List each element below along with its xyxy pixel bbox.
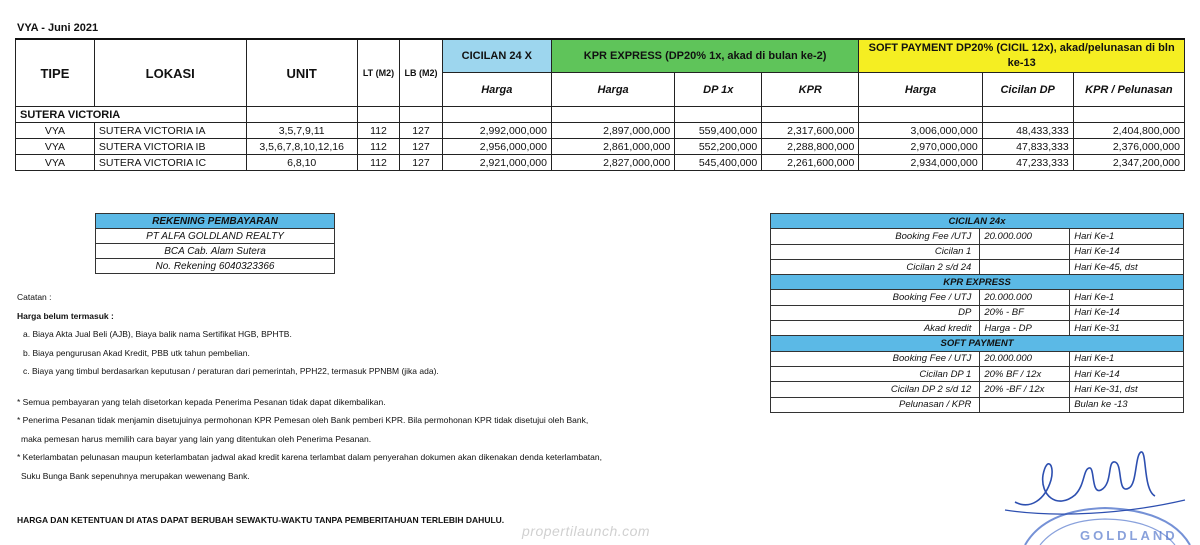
schedule-label: Cicilan DP 2 s/d 12	[771, 382, 980, 397]
schedule-row	[771, 290, 1184, 305]
cell-lt: 112	[357, 139, 399, 155]
schedule-value: 20.000.000	[980, 290, 1070, 305]
notes-extra: * Semua pembayaran yang telah disetorkan kepada Penerima Pesanan tidak dapat dikembalikan.	[17, 396, 386, 407]
cell-tipe: VYA	[16, 139, 95, 155]
cell-tipe: VYA	[16, 155, 95, 171]
notes-item: a. Biaya Akta Jual Beli (AJB), Biaya balik nama Sertifikat HGB, BPHTB.	[23, 329, 292, 339]
header-lt: LT (M2)	[357, 39, 399, 107]
schedule-value: 20.000.000	[980, 351, 1070, 366]
cell-kpr-dp: 552,200,000	[675, 139, 762, 155]
schedule-day: Hari Ke-1	[1070, 290, 1184, 305]
schedule-value: 20.000.000	[980, 229, 1070, 244]
notes-harga-title: Harga belum termasuk :	[17, 310, 114, 321]
header-lb: LB (M2)	[400, 39, 442, 107]
subheader-harga-soft: Harga	[859, 73, 982, 107]
cell-cicilan-harga: 2,956,000,000	[442, 139, 551, 155]
schedule-day: Hari Ke-14	[1070, 366, 1184, 381]
header-tipe: TIPE	[16, 39, 95, 107]
schedule-row	[771, 366, 1184, 381]
signature-underline	[1005, 500, 1185, 514]
signature-stroke	[1015, 452, 1155, 505]
cell-kpr-kpr: 2,288,800,000	[762, 139, 859, 155]
price-table	[15, 38, 1185, 171]
notes-extra: maka pemesan harus memilih cara bayar yang lain yang ditentukan oleh Penerima Pesanan.	[21, 433, 372, 444]
schedule-day: Hari Ke-14	[1070, 305, 1184, 320]
cell-lokasi: SUTERA VICTORIA IB	[94, 139, 246, 155]
schedule-value: 20% -BF / 12x	[980, 382, 1070, 397]
subheader-kpr: KPR	[762, 73, 859, 107]
schedule-label: Cicilan 1	[771, 244, 980, 259]
header-kpr-express: KPR EXPRESS (DP20% 1x, akad di bulan ke-2)	[551, 39, 858, 73]
notes-catatan: Catatan :	[17, 292, 52, 302]
header-lokasi: LOKASI	[94, 39, 246, 107]
subheader-dp1x: DP 1x	[675, 73, 762, 107]
section-label: SUTERA VICTORIA	[16, 107, 247, 123]
cell-kpr-kpr: 2,317,600,000	[762, 123, 859, 139]
schedule-label: Booking Fee / UTJ	[771, 351, 980, 366]
cell-kpr-harga: 2,897,000,000	[551, 123, 674, 139]
cell-lt: 112	[357, 155, 399, 171]
schedule-soft-title: SOFT PAYMENT	[771, 336, 1184, 351]
notes-item: c. Biaya yang timbul berdasarkan keputusan / peraturan dari pemerintah, PPH22, termasuk PPNBM (jika ada).	[23, 366, 439, 376]
cell-kpr-harga: 2,827,000,000	[551, 155, 674, 171]
schedule-row	[771, 321, 1184, 336]
cell-soft-kpr: 2,376,000,000	[1073, 139, 1184, 155]
schedule-row	[771, 397, 1184, 412]
subheader-kpr-pelunasan: KPR / Pelunasan	[1073, 73, 1184, 107]
cell-kpr-dp: 559,400,000	[675, 123, 762, 139]
document-title: VYA - Juni 2021	[17, 22, 99, 34]
cell-unit: 3,5,6,7,8,10,12,16	[246, 139, 357, 155]
schedule-cicilan-title: CICILAN 24x	[771, 214, 1184, 229]
schedule-label: Pelunasan / KPR	[771, 397, 980, 412]
cell-lb: 127	[400, 123, 442, 139]
table-row	[16, 123, 1185, 139]
subheader-harga-cicilan: Harga	[442, 73, 551, 107]
schedule-day: Hari Ke-14	[1070, 244, 1184, 259]
cell-kpr-dp: 545,400,000	[675, 155, 762, 171]
schedule-day: Hari Ke-31	[1070, 321, 1184, 336]
stamp-text: GOLDLAND	[1080, 528, 1178, 543]
notes-extra: * Keterlambatan pelunasan maupun keterlambatan jadwal akad kredit karena terlambat dalam penyerahan dokumen akan dikenakan denda keterlambatan,	[17, 452, 602, 462]
schedule-value: 20% BF / 12x	[980, 366, 1070, 381]
schedule-kpr-title: KPR EXPRESS	[771, 275, 1184, 290]
watermark: propertilaunch.com	[522, 523, 651, 539]
schedule-row	[771, 382, 1184, 397]
schedule-day: Hari Ke-1	[1070, 229, 1184, 244]
cell-kpr-harga: 2,861,000,000	[551, 139, 674, 155]
payment-schedule	[770, 213, 1184, 413]
cell-lt: 112	[357, 123, 399, 139]
cell-soft-harga: 2,934,000,000	[859, 155, 982, 171]
subheader-harga-kpr: Harga	[551, 73, 674, 107]
cell-soft-cicilan: 47,233,333	[982, 155, 1073, 171]
cell-lb: 127	[400, 155, 442, 171]
cell-soft-cicilan: 48,433,333	[982, 123, 1073, 139]
schedule-label: Cicilan 2 s/d 24	[771, 259, 980, 274]
schedule-day: Hari Ke-31, dst	[1070, 382, 1184, 397]
schedule-row	[771, 351, 1184, 366]
schedule-label: Booking Fee / UTJ	[771, 290, 980, 305]
table-row	[16, 155, 1185, 171]
schedule-row	[771, 229, 1184, 244]
cell-soft-harga: 3,006,000,000	[859, 123, 982, 139]
footer-disclaimer: HARGA DAN KETENTUAN DI ATAS DAPAT BERUBAH SEWAKTU-WAKTU TANPA PEMBERITAHUAN TERLEBIH DAHULU.	[17, 515, 505, 525]
schedule-label: Akad kredit	[771, 321, 980, 336]
header-cicilan: CICILAN 24 X	[442, 39, 551, 73]
schedule-label: Cicilan DP 1	[771, 366, 980, 381]
schedule-value	[980, 259, 1070, 274]
notes-section	[17, 288, 697, 485]
cell-soft-harga: 2,970,000,000	[859, 139, 982, 155]
notes-extra: Suku Bunga Bank sepenuhnya merupakan wewenang Bank.	[21, 470, 250, 481]
cell-unit: 3,5,7,9,11	[246, 123, 357, 139]
cell-cicilan-harga: 2,921,000,000	[442, 155, 551, 171]
cell-soft-cicilan: 47,833,333	[982, 139, 1073, 155]
rekening-box	[95, 213, 335, 274]
schedule-row	[771, 305, 1184, 320]
cell-soft-kpr: 2,347,200,000	[1073, 155, 1184, 171]
notes-extra: * Penerima Pesanan tidak menjamin disetujuinya permohonan KPR Pemesan oleh Bank pemberi KPR. Bila permohonan KPR tidak disetujui oleh Bank,	[17, 415, 589, 425]
schedule-value: Harga - DP	[980, 321, 1070, 336]
cell-soft-kpr: 2,404,800,000	[1073, 123, 1184, 139]
schedule-row	[771, 244, 1184, 259]
cell-kpr-kpr: 2,261,600,000	[762, 155, 859, 171]
cell-lb: 127	[400, 139, 442, 155]
rekening-company: PT ALFA GOLDLAND REALTY	[96, 229, 335, 244]
subheader-cicilan-dp: Cicilan DP	[982, 73, 1073, 107]
schedule-day: Bulan ke -13	[1070, 397, 1184, 412]
cell-tipe: VYA	[16, 123, 95, 139]
schedule-label: DP	[771, 305, 980, 320]
schedule-day: Hari Ke-45, dst	[1070, 259, 1184, 274]
schedule-value	[980, 397, 1070, 412]
schedule-label: Booking Fee /UTJ	[771, 229, 980, 244]
schedule-value	[980, 244, 1070, 259]
header-unit: UNIT	[246, 39, 357, 107]
cell-unit: 6,8,10	[246, 155, 357, 171]
cell-cicilan-harga: 2,992,000,000	[442, 123, 551, 139]
rekening-bank: BCA Cab. Alam Sutera	[96, 244, 335, 259]
signature-stamp	[985, 440, 1195, 545]
schedule-day: Hari Ke-1	[1070, 351, 1184, 366]
rekening-title: REKENING PEMBAYARAN	[96, 214, 335, 229]
table-row	[16, 139, 1185, 155]
cell-lokasi: SUTERA VICTORIA IC	[94, 155, 246, 171]
cell-lokasi: SUTERA VICTORIA IA	[94, 123, 246, 139]
rekening-number: No. Rekening 6040323366	[96, 259, 335, 274]
notes-item: b. Biaya pengurusan Akad Kredit, PBB utk tahun pembelian.	[23, 347, 250, 358]
schedule-row	[771, 259, 1184, 274]
schedule-value: 20% - BF	[980, 305, 1070, 320]
header-soft-payment: SOFT PAYMENT DP20% (CICIL 12x), akad/pelunasan di bln ke-13	[859, 39, 1185, 73]
section-row	[16, 107, 1185, 123]
